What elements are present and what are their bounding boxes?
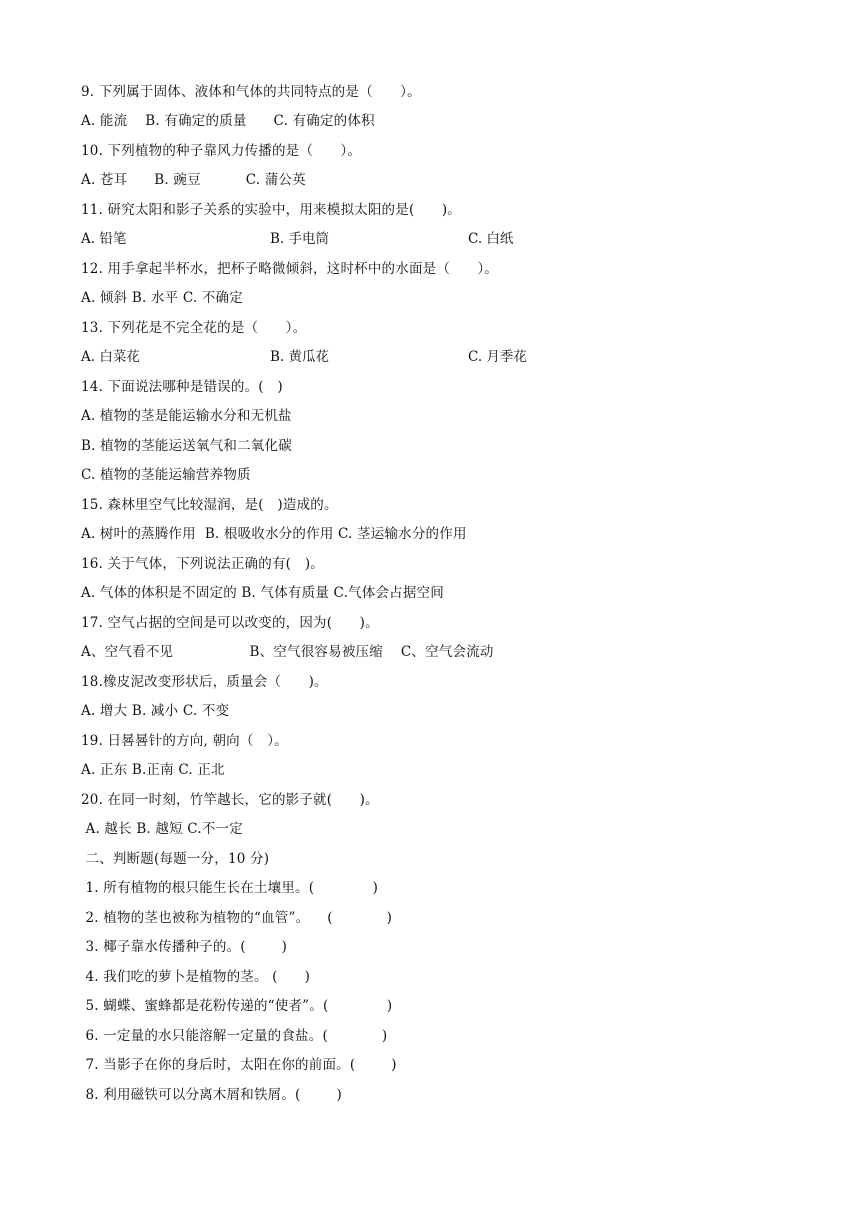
question-15-options: A. 树叶的蒸腾作用 B. 根吸收水分的作用 C. 茎运输水分的作用 xyxy=(81,526,467,542)
section-title-judge: 二、判断题(每题一分，10 分) xyxy=(81,851,270,867)
question-9: 9. 下列属于固体、液体和气体的共同特点的是（ ）。 xyxy=(81,84,421,100)
question-20: 20. 在同一时刻，竹竿越长，它的影子就( )。 xyxy=(81,792,379,808)
question-13-option-a: A. 白菜花 xyxy=(81,349,140,365)
question-13: 13. 下列花是不完全花的是（ ）。 xyxy=(81,320,307,336)
question-14-option-c: C. 植物的茎能运输营养物质 xyxy=(81,467,251,483)
question-10: 10. 下列植物的种子靠风力传播的是（ ）。 xyxy=(81,143,362,159)
question-16-options: A. 气体的体积是不固定的 B. 气体有质量 C.气体会占据空间 xyxy=(81,585,444,601)
question-18-options: A. 增大 B. 减小 C. 不变 xyxy=(81,703,230,719)
question-13-option-c: C. 月季花 xyxy=(468,349,527,365)
question-14-option-a: A. 植物的茎是能运输水分和无机盐 xyxy=(81,408,292,424)
question-12-options: A. 倾斜 B. 水平 C. 不确定 xyxy=(81,290,243,306)
question-20-options: A. 越长 B. 越短 C.不一定 xyxy=(81,821,243,837)
question-11-option-a: A. 铅笔 xyxy=(81,231,127,247)
judge-item-2: 2. 植物的茎也被称为植物的“血管”。 ( ) xyxy=(81,910,393,926)
judge-item-4: 4. 我们吃的萝卜是植物的茎。 ( ) xyxy=(81,969,311,985)
question-18: 18.橡皮泥改变形状后，质量会（ )。 xyxy=(81,674,328,690)
question-10-options: A. 苍耳 B. 豌豆 C. 蒲公英 xyxy=(81,172,306,188)
judge-item-7: 7. 当影子在你的身后时，太阳在你的前面。( ) xyxy=(81,1057,397,1073)
question-14-option-b: B. 植物的茎能运送氧气和二氧化碳 xyxy=(81,438,292,454)
question-14: 14. 下面说法哪种是错误的。( ) xyxy=(81,379,283,395)
judge-item-6: 6. 一定量的水只能溶解一定量的食盐。( ) xyxy=(81,1028,388,1044)
question-17-options: A、空气看不见 B、空气很容易被压缩 C、空气会流动 xyxy=(81,644,494,660)
judge-item-8: 8. 利用磁铁可以分离木屑和铁屑。( ) xyxy=(81,1087,342,1103)
question-17: 17. 空气占据的空间是可以改变的，因为( )。 xyxy=(81,615,379,631)
judge-item-1: 1. 所有植物的根只能生长在土壤里。( ) xyxy=(81,880,379,896)
question-11: 11. 研究太阳和影子关系的实验中，用来模拟太阳的是( )。 xyxy=(81,202,461,218)
question-19: 19. 日晷晷针的方向, 朝向（ ）。 xyxy=(81,733,288,749)
question-12: 12. 用手拿起半杯水，把杯子略微倾斜，这时杯中的水面是（ ）。 xyxy=(81,261,499,277)
question-19-options: A. 正东 B.正南 C. 正北 xyxy=(81,762,225,778)
judge-item-3: 3. 椰子靠水传播种子的。( ) xyxy=(81,939,288,955)
question-13-option-b: B. 黄瓜花 xyxy=(270,349,330,365)
question-16: 16. 关于气体，下列说法正确的有( )。 xyxy=(81,556,324,572)
question-11-option-c: C. 白纸 xyxy=(468,231,514,247)
question-15: 15. 森林里空气比较湿润，是( )造成的。 xyxy=(81,497,338,513)
question-9-options: A. 能流 B. 有确定的质量 C. 有确定的体积 xyxy=(81,113,375,129)
judge-item-5: 5. 蝴蝶、蜜蜂都是花粉传递的“使者”。( ) xyxy=(81,998,393,1014)
question-11-option-b: B. 手电筒 xyxy=(270,231,330,247)
